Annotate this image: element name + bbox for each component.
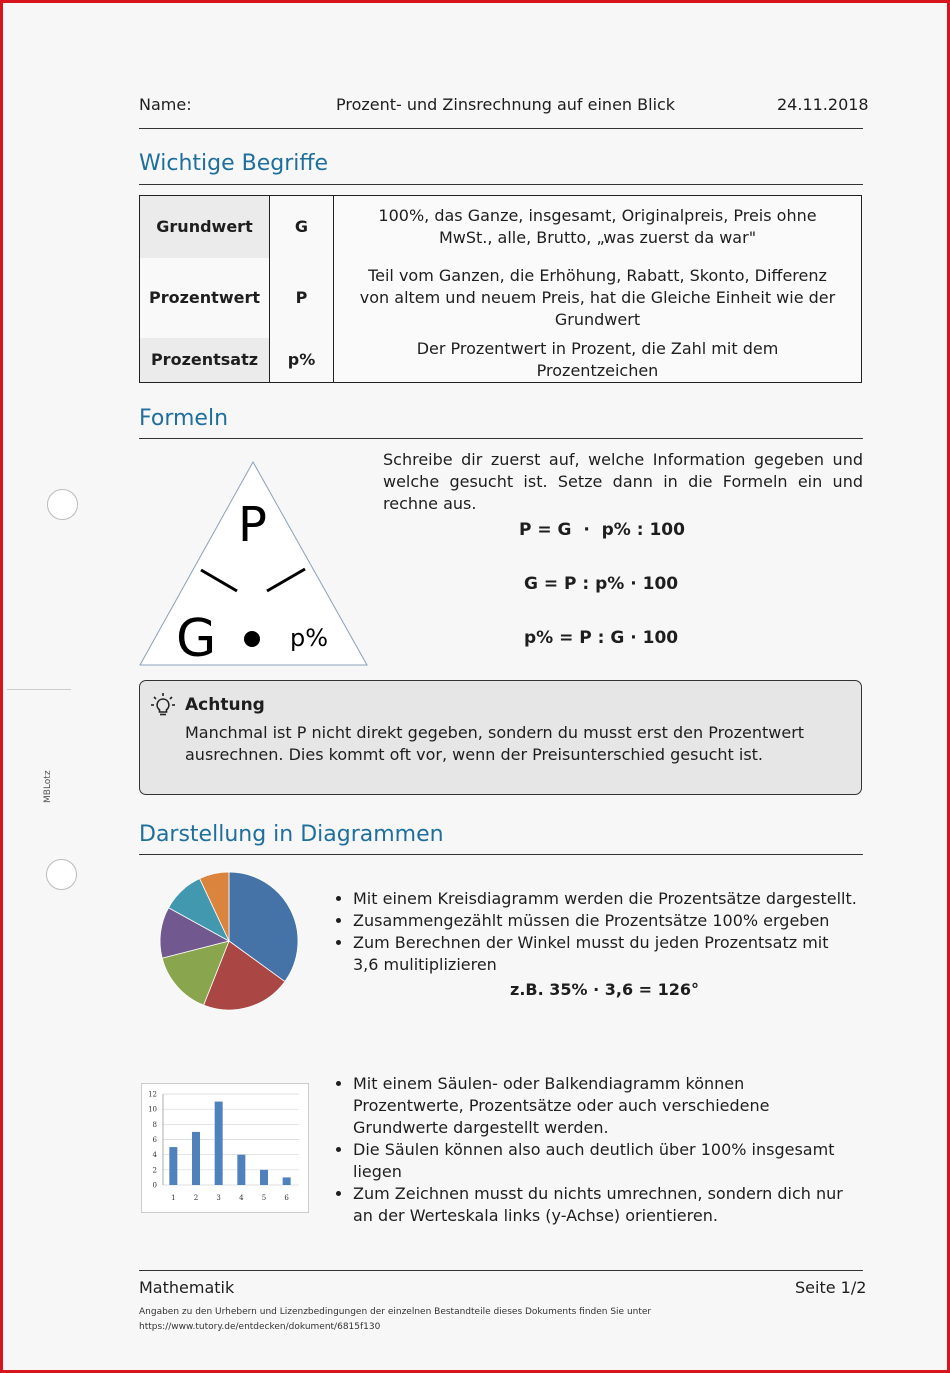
- y-tick-label: 6: [152, 1136, 157, 1144]
- footer-page: Seite 1/2: [795, 1278, 867, 1297]
- header-rule: [139, 128, 863, 129]
- y-tick-label: 2: [152, 1166, 157, 1175]
- table-row: [140, 258, 862, 338]
- x-tick-label: 3: [216, 1194, 221, 1202]
- list-item: • Mit einem Kreisdiagramm werden die Prozentsätze dargestellt.: [353, 888, 859, 910]
- formula-instructions: Schreibe dir zuerst auf, welche Information gegeben und welche gesucht ist. Setze dann in die Formeln ein und rechne aus.: [383, 450, 863, 513]
- bar: [192, 1132, 200, 1185]
- bar: [283, 1177, 291, 1185]
- note-title: Achtung: [185, 695, 265, 715]
- x-tick-label: 2: [193, 1194, 199, 1202]
- section-heading-formeln: Formeln: [139, 406, 229, 431]
- bar-bullet-list: [329, 1073, 859, 1227]
- symbol-cell: p%: [270, 338, 334, 383]
- table-row: [140, 196, 862, 258]
- footer-credit-line1: Angaben zu den Urhebern und Lizenzbedingungen der einzelnen Bestandteile dieses Dokuments finden Sie unter: [139, 1307, 652, 1317]
- side-author-label: MBLotz: [43, 770, 53, 803]
- triangle-label-pp: p%: [290, 624, 329, 652]
- bar: [215, 1102, 223, 1185]
- triangle-label-p: P: [238, 497, 267, 553]
- x-tick-label: 5: [261, 1194, 267, 1202]
- section-heading-begriffe: Wichtige Begriffe: [139, 151, 329, 176]
- pie-chart: [153, 867, 305, 1019]
- bar: [169, 1147, 177, 1185]
- note-text-line2: ausrechnen. Dies kommt oft vor, wenn der Preisunterschied gesucht ist.: [185, 745, 764, 764]
- worksheet-title: Prozent- und Zinsrechnung auf einen Blick: [336, 95, 676, 114]
- triangle-label-g: G: [176, 609, 217, 668]
- punch-hole-bottom: [46, 859, 77, 890]
- list-item: • Zum Berechnen der Winkel musst du jeden Prozentsatz mit 3,6 mulitiplizieren: [353, 932, 859, 976]
- term-cell: Prozentwert: [140, 258, 270, 338]
- footer-subject: Mathematik: [139, 1278, 235, 1297]
- footer-credit-link[interactable]: https://www.tutory.de/entdecken/dokument/6815f130: [139, 1322, 381, 1332]
- section-heading-diagramme: Darstellung in Diagrammen: [139, 822, 444, 847]
- x-tick-label: 4: [239, 1194, 244, 1202]
- formula-triangle: [139, 458, 369, 668]
- section-rule: [139, 184, 863, 185]
- y-tick-label: 8: [152, 1120, 157, 1129]
- pie-bullet-list: [329, 888, 859, 976]
- table-row: [140, 338, 862, 383]
- description-cell: Teil vom Ganzen, die Erhöhung, Rabatt, Skonto, Differenz von altem und neuem Preis, hat die Gleiche Einheit wie der Grundwert: [334, 258, 862, 338]
- bar-chart: [141, 1083, 309, 1213]
- footer-rule: [139, 1270, 863, 1271]
- description-cell: 100%, das Ganze, insgesamt, Originalpreis, Preis ohne MwSt., alle, Brutto, „was zuerst da war": [334, 196, 862, 258]
- punch-hole-top: [47, 489, 78, 520]
- note-text-line1: Manchmal ist P nicht direkt gegeben, sondern du musst erst den Prozentwert: [185, 723, 805, 742]
- term-cell: Prozentsatz: [140, 338, 270, 383]
- y-tick-label: 12: [148, 1090, 157, 1099]
- section-rule: [139, 854, 863, 855]
- y-tick-label: 4: [152, 1151, 157, 1160]
- note-box: [139, 680, 862, 795]
- pie-example: z.B. 35% · 3,6 = 126°: [510, 980, 700, 999]
- terms-table: [139, 195, 862, 383]
- fold-mark: [7, 689, 71, 690]
- formula-prozentwert: P = G · p% : 100: [519, 520, 685, 540]
- term-cell: Grundwert: [140, 196, 270, 258]
- formula-grundwert: G = P : p% · 100: [524, 574, 679, 594]
- symbol-cell: G: [270, 196, 334, 258]
- list-item: • Zusammengezählt müssen die Prozentsätze 100% ergeben: [353, 910, 859, 932]
- list-item: • Zum Zeichnen musst du nichts umrechnen, sondern dich nur an der Werteskala links (y-Achse) orientieren.: [353, 1183, 859, 1227]
- x-tick-label: 6: [284, 1194, 289, 1202]
- y-tick-label: 10: [148, 1105, 157, 1114]
- lightbulb-icon: [150, 692, 176, 718]
- y-tick-label: 0: [152, 1181, 157, 1190]
- x-tick-label: 1: [171, 1194, 176, 1202]
- name-label: Name:: [139, 95, 192, 114]
- formula-prozentsatz: p% = P : G · 100: [524, 628, 679, 648]
- worksheet-date: 24.11.2018: [777, 95, 869, 114]
- bar: [260, 1170, 268, 1185]
- bar: [237, 1155, 245, 1185]
- symbol-cell: P: [270, 258, 334, 338]
- list-item: • Mit einem Säulen- oder Balkendiagramm können Prozentwerte, Prozentsätze oder auch verschiedene Grundwerte dargestellt werden.: [353, 1073, 859, 1139]
- list-item: • Die Säulen können also auch deutlich über 100% insgesamt liegen: [353, 1139, 859, 1183]
- description-cell: Der Prozentwert in Prozent, die Zahl mit dem Prozentzeichen: [334, 338, 862, 383]
- section-rule: [139, 438, 863, 439]
